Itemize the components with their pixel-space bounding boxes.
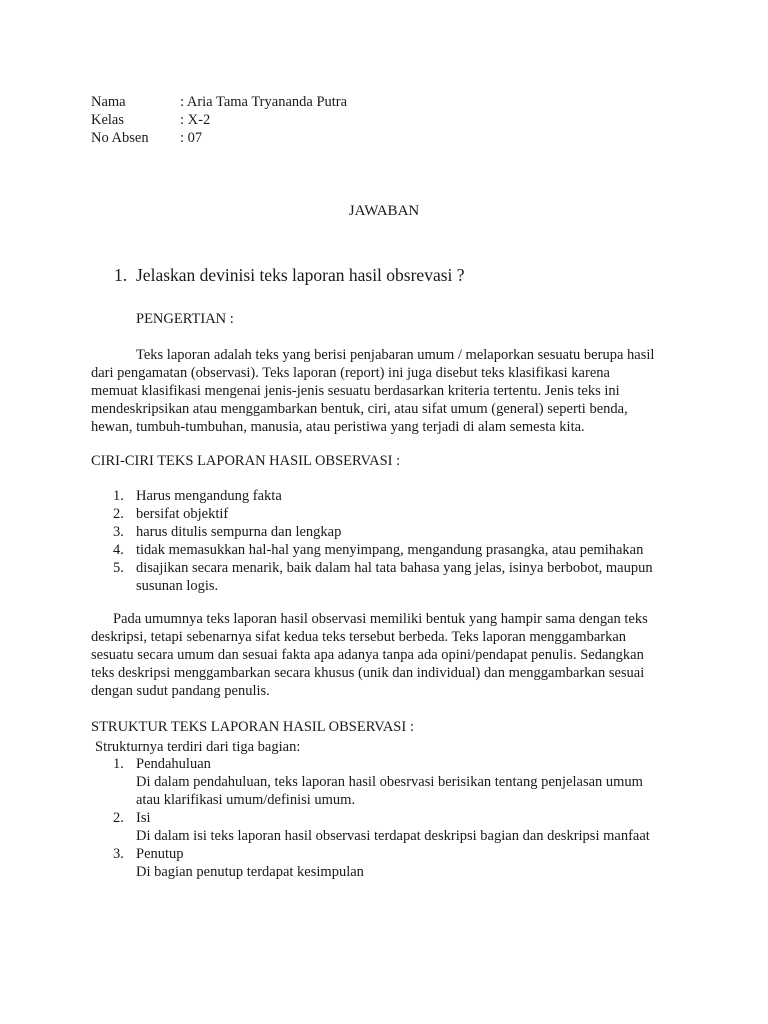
student-info	[91, 93, 347, 147]
info-label: Kelas	[91, 112, 125, 128]
question-1	[114, 264, 465, 286]
list-text: susunan logis.	[136, 578, 219, 594]
list-item	[113, 523, 653, 541]
info-value: : Aria Tama Tryananda Putra	[180, 94, 348, 110]
list-number: 3.	[113, 524, 124, 540]
list-text: Di dalam isi teks laporan hasil observasi terdapat deskripsi bagian dan deskripsi manfaat	[136, 828, 650, 844]
pengertian-label: PENGERTIAN :	[136, 311, 234, 327]
struktur-list	[113, 755, 650, 881]
list-item	[113, 487, 653, 505]
list-number: 3.	[113, 846, 124, 862]
list-text: Pendahuluan	[136, 756, 211, 772]
paragraph-line: hewan, tumbuh-tumbuhan, manusia, atau peristiwa yang terjadi di alam semesta kita.	[91, 419, 585, 435]
info-value: : X-2	[180, 112, 211, 128]
paragraph-line: sesuatu secara umum dan sesuai fakta apa adanya tanpa ada opini/pendapat penulis. Sedangkan	[91, 647, 644, 663]
paragraph-line: memuat klasifikasi mengenai jenis-jenis sesuatu berdasarkan kriteria tertentu. Jenis teks ini	[91, 383, 620, 399]
paragraph-line: mendeskripsikan atau menggambarkan bentuk, ciri, atau sifat umum (general) seperti benda,	[91, 401, 628, 417]
list-text: disajikan secara menarik, baik dalam hal tata bahasa yang jelas, isinya berbobot, maupun	[136, 560, 653, 576]
info-row-kelas	[91, 111, 347, 129]
list-text: Isi	[136, 810, 151, 826]
list-text: harus ditulis sempurna dan lengkap	[136, 524, 342, 540]
paragraph-line: dengan sudut pandang penulis.	[91, 683, 270, 699]
list-item	[113, 809, 650, 845]
info-row-absen	[91, 129, 347, 147]
info-row-nama	[91, 93, 347, 111]
page-title: JAWABAN	[348, 203, 420, 219]
list-item	[113, 505, 653, 523]
info-value: : 07	[180, 130, 203, 146]
list-item	[113, 541, 653, 559]
list-text: Di dalam pendahuluan, teks laporan hasil obesrvasi berisikan tentang penjelasan umum	[136, 774, 643, 790]
pengertian-paragraph	[91, 346, 691, 436]
list-text: Harus mengandung fakta	[136, 488, 282, 504]
ciri-heading: CIRI-CIRI TEKS LAPORAN HASIL OBSERVASI :	[91, 453, 401, 469]
list-number: 1.	[113, 756, 124, 772]
struktur-heading: STRUKTUR TEKS LAPORAN HASIL OBSERVASI :	[91, 719, 414, 735]
paragraph-line: Pada umumnya teks laporan hasil observasi memiliki bentuk yang hampir sama dengan teks	[113, 611, 648, 627]
list-text: atau klarifikasi umum/definisi umum.	[136, 792, 356, 808]
paragraph-line: dari pengamatan (observasi). Teks laporan (report) ini juga disebut teks klasifikasi karena	[91, 365, 610, 381]
info-label: No Absen	[91, 130, 149, 146]
question-number: 1.	[114, 265, 128, 285]
question-text: Jelaskan devinisi teks laporan hasil obsrevasi ?	[136, 265, 465, 285]
list-number: 5.	[113, 560, 124, 576]
list-item	[113, 845, 650, 881]
list-number: 1.	[113, 488, 124, 504]
list-number: 4.	[113, 542, 124, 558]
struktur-intro: Strukturnya terdiri dari tiga bagian:	[95, 739, 301, 755]
info-label: Nama	[91, 94, 126, 110]
ciri-list	[113, 487, 653, 595]
list-item	[113, 559, 653, 595]
list-text: bersifat objektif	[136, 506, 229, 522]
paragraph-line: teks deskripsi menggambarkan secara khusus (unik dan individual) dan menggambarkan sesuai	[91, 665, 645, 681]
list-number: 2.	[113, 810, 124, 826]
paragraph-line: Teks laporan adalah teks yang berisi penjabaran umum / melaporkan sesuatu berupa hasil	[136, 347, 655, 363]
list-text: tidak memasukkan hal-hal yang menyimpang, mengandung prasangka, atau pemihakan	[136, 542, 644, 558]
list-item	[113, 755, 650, 809]
list-text: Di bagian penutup terdapat kesimpulan	[136, 864, 364, 880]
list-number: 2.	[113, 506, 124, 522]
paragraph-line: deskripsi, tetapi sebenarnya sifat kedua teks tersebut berbeda. Teks laporan menggambarkan	[91, 629, 627, 645]
comparison-paragraph	[91, 610, 691, 700]
list-text: Penutup	[136, 846, 184, 862]
